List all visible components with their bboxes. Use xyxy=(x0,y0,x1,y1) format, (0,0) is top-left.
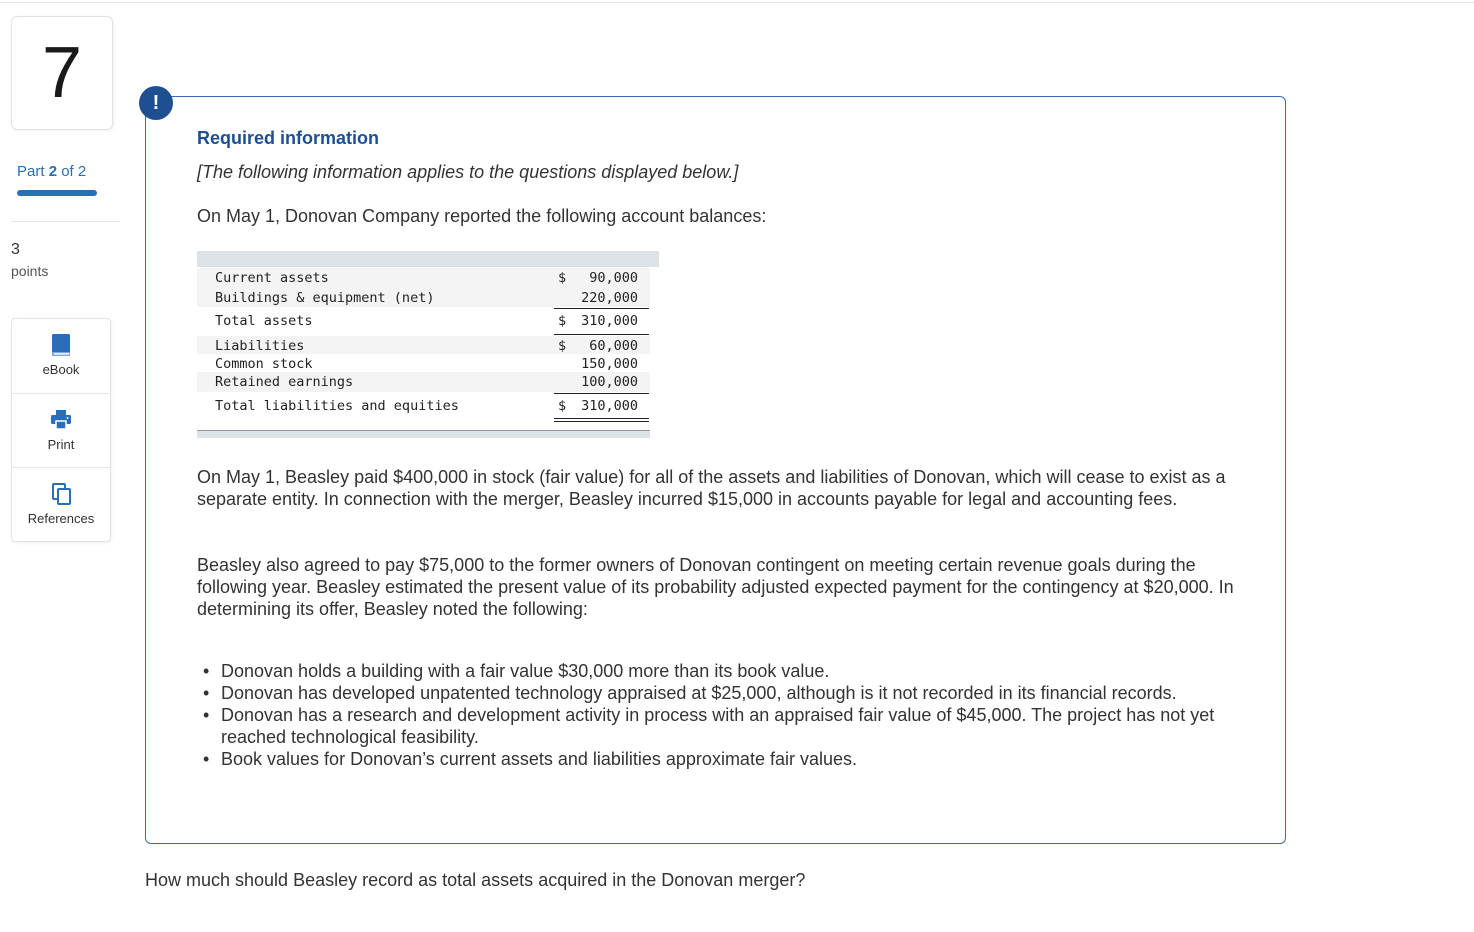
balance-row-total-liabilities-equities xyxy=(197,396,650,418)
balance-label: Total liabilities and equities xyxy=(215,398,459,414)
balance-label: Buildings & equipment (net) xyxy=(215,290,435,306)
balance-row-buildings xyxy=(197,288,650,307)
balance-row-current-assets xyxy=(197,268,650,288)
balance-label: Retained earnings xyxy=(215,374,354,390)
balance-label: Current assets xyxy=(215,270,329,286)
print-label: Print xyxy=(47,437,75,452)
balance-currency: $ xyxy=(558,313,567,329)
part-progress-bar xyxy=(17,190,97,196)
question-number: 7 xyxy=(11,16,113,130)
balance-amount: 60,000 xyxy=(589,338,638,354)
points-value: 3 xyxy=(11,241,20,258)
tools-panel xyxy=(11,318,111,542)
balance-table-header xyxy=(197,251,659,267)
book-icon xyxy=(50,333,72,357)
contingency-paragraph: Beasley also agreed to pay $75,000 to the former owners of Donovan contingent on meeting certain revenue goals during the following year. Beasley estimated the present value of its probability adjusted expected payment for the contingency at $20,000. In determining its offer, Beasley noted the following: xyxy=(197,555,1234,619)
part-of: of 2 xyxy=(61,163,87,180)
balance-currency: $ xyxy=(558,270,567,286)
references-label: References xyxy=(27,511,95,526)
findings-list xyxy=(197,660,1237,770)
balance-amount: 150,000 xyxy=(581,356,638,372)
balance-amount: 310,000 xyxy=(581,398,638,414)
balance-label: Liabilities xyxy=(215,338,305,354)
print-button[interactable] xyxy=(12,393,110,468)
ebook-label: eBook xyxy=(42,362,80,377)
part-label: Part xyxy=(17,163,45,180)
merger-paragraph: On May 1, Beasley paid $400,000 in stock (fair value) for all of the assets and liabilities of Donovan, which will cease to exist as a separate entity. In connection with the merger, Beasley incurred $15,000 in accounts payable for legal and accounting fees. xyxy=(197,467,1226,509)
applies-note: [The following information applies to the questions displayed below.] xyxy=(197,162,739,182)
balance-label: Total assets xyxy=(215,313,313,329)
balance-row-common-stock xyxy=(197,354,650,372)
top-divider xyxy=(0,2,1474,3)
points-label: points xyxy=(11,263,49,279)
printer-icon xyxy=(50,408,72,432)
balance-amount: 220,000 xyxy=(581,290,638,306)
part-current: 2 xyxy=(48,163,58,180)
balance-currency: $ xyxy=(558,398,567,414)
balance-row-liabilities xyxy=(197,336,650,354)
list-item: • Donovan has developed unpatented technology appraised at $25,000, although is it not recorded in its financial records. xyxy=(221,682,1237,704)
balance-amount: 100,000 xyxy=(581,374,638,390)
balance-amount: 90,000 xyxy=(589,270,638,286)
alert-icon: ! xyxy=(139,86,173,120)
question-prompt: How much should Beasley record as total assets acquired in the Donovan merger? xyxy=(145,870,806,890)
balance-row-retained-earnings xyxy=(197,372,650,392)
references-button[interactable] xyxy=(12,467,110,542)
list-item: • Book values for Donovan’s current assets and liabilities approximate fair values. xyxy=(221,748,1237,770)
documents-icon xyxy=(50,482,72,506)
part-indicator xyxy=(17,163,86,180)
balance-row-total-assets xyxy=(197,311,650,333)
ebook-button[interactable] xyxy=(12,319,110,393)
balance-table-footer xyxy=(197,430,650,438)
balance-amount: 310,000 xyxy=(581,313,638,329)
rail-divider xyxy=(11,221,120,222)
list-item: • Donovan has a research and development activity in process with an appraised fair value of $45,000. The project has not yet reached technological feasibility. xyxy=(221,704,1237,748)
required-information-title: Required information xyxy=(197,128,380,148)
list-item: • Donovan holds a building with a fair value $30,000 more than its book value. xyxy=(221,660,1237,682)
balance-label: Common stock xyxy=(215,356,313,372)
balance-currency: $ xyxy=(558,338,567,354)
intro-text: On May 1, Donovan Company reported the following account balances: xyxy=(197,206,767,226)
